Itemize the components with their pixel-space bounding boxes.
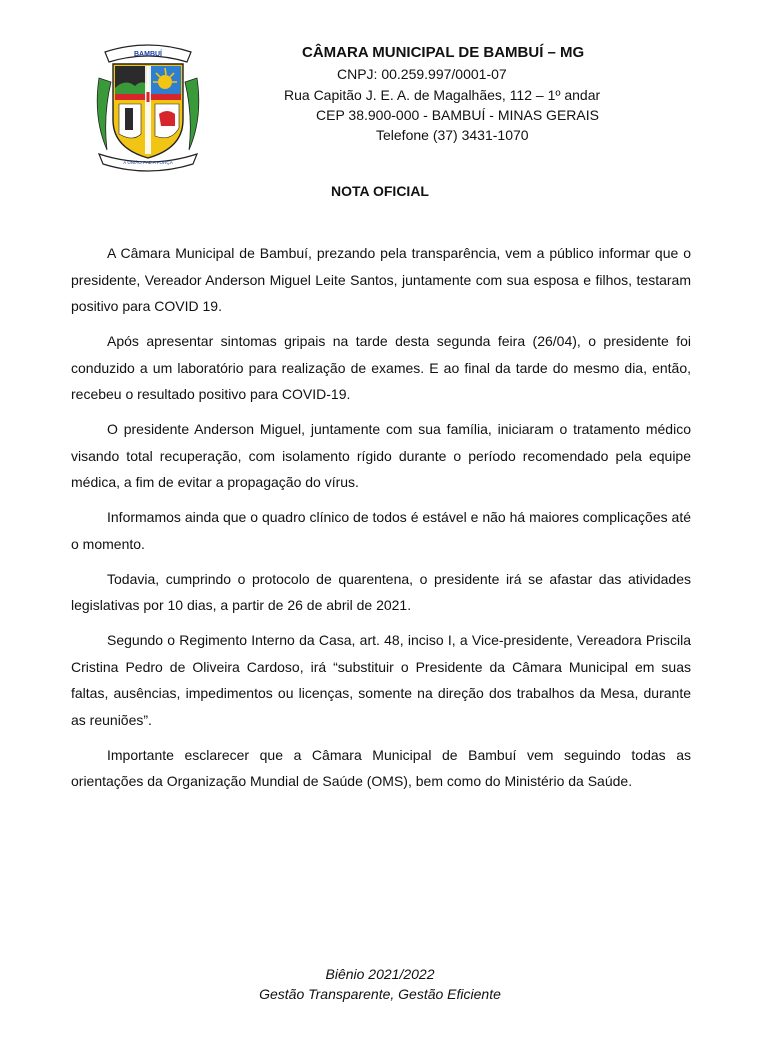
institution-cnpj: CNPJ: 00.259.997/0001-07	[337, 66, 507, 82]
institution-name: CÂMARA MUNICIPAL DE BAMBUÍ – MG	[302, 44, 585, 61]
crest-banner-top: BAMBUÍ	[134, 51, 162, 58]
institution-cep: CEP 38.900-000 - BAMBUÍ - MINAS GERAIS	[316, 107, 599, 123]
municipal-crest-icon	[93, 38, 203, 172]
paragraph: Segundo o Regimento Interno da Casa, art. 48, inciso I, a Vice-presidente, Vereadora Priscila Cristina Pedro de Oliveira Cardoso, irá “substituir o Presidente da Câmara Municipal em suas faltas, ausências, impedimentos ou licenças, somente na direção dos trabalhos da Mesa, durante as reuniões”.	[71, 632, 691, 728]
paragraph: Informamos ainda que o quadro clínico de todos é estável e não há maiores complicações até o momento.	[71, 509, 691, 552]
footer-biennium: Biênio 2021/2022	[325, 966, 435, 982]
paragraph: Importante esclarecer que a Câmara Municipal de Bambuí vem seguindo todas as orientações da Organização Mundial de Saúde (OMS), bem como do Ministério da Saúde.	[71, 746, 691, 789]
document-body	[71, 240, 691, 803]
crest-banner-bottom: A UNIÃO FAZ A FORÇA	[123, 160, 173, 165]
footer	[0, 964, 760, 1004]
paragraph: A Câmara Municipal de Bambuí, prezando pela transparência, vem a público informar que o presidente, Vereador Anderson Miguel Leite Santos, juntamente com sua esposa e filhos, testaram positivo para COVID 19.	[71, 245, 691, 314]
paragraph: Após apresentar sintomas gripais na tarde desta segunda feira (26/04), o presidente foi conduzido a um laboratório para realização de exames. E ao final da tarde do mesmo dia, então, recebeu o resultado positivo para COVID-19.	[71, 333, 691, 402]
institution-phone: Telefone (37) 3431-1070	[376, 127, 529, 143]
paragraph: Todavia, cumprindo o protocolo de quarentena, o presidente irá se afastar das atividades legislativas por 10 dias, a partir de 26 de abril de 2021.	[71, 570, 691, 613]
footer-motto: Gestão Transparente, Gestão Eficiente	[259, 986, 501, 1002]
document-title: NOTA OFICIAL	[331, 183, 429, 199]
paragraph: O presidente Anderson Miguel, juntamente com sua família, iniciaram o tratamento médico visando total recuperação, com isolamento rígido durante o período recomendado pela equipe médica, a fim de evitar a propagação do vírus.	[71, 421, 691, 490]
institution-address: Rua Capitão J. E. A. de Magalhães, 112 – 1º andar	[284, 87, 601, 103]
letterhead	[0, 0, 760, 180]
